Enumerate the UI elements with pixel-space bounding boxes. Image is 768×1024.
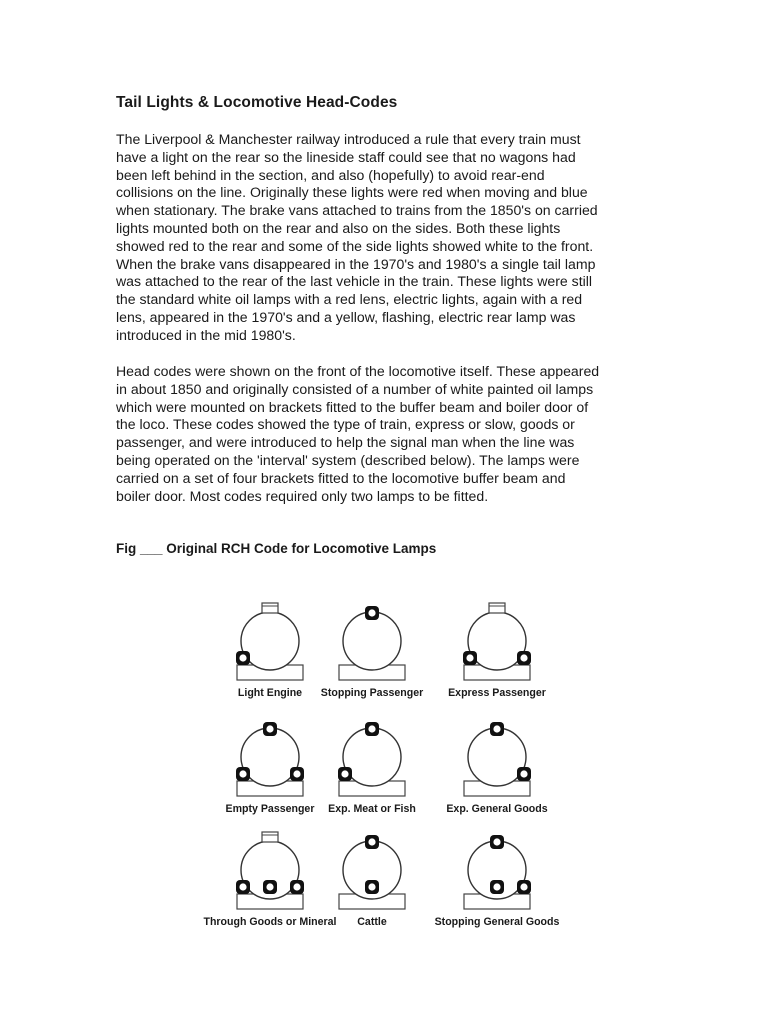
loco-diagram (464, 722, 531, 796)
loco-diagram (464, 835, 531, 909)
text-line: showed red to the rear and some of the side lights showed white to the front. (116, 237, 594, 254)
text-line: which were mounted on brackets fitted to the buffer beam and boiler door of (116, 398, 589, 415)
lamp-icon (490, 880, 504, 894)
lamp-icon (236, 880, 250, 894)
loco-diagram (236, 603, 303, 680)
code-label: Express Passenger (448, 687, 546, 699)
text-line: lights mounted both on the rear and also on the sides. Both these lights (116, 219, 561, 236)
text-line: lens, appeared in the 1970's and a yellow, flashing, electric rear lamp was (116, 308, 576, 325)
text-line: passenger, and were introduced to help the signal man when the line was (116, 434, 575, 451)
lamp-icon (365, 606, 379, 620)
text-line: the standard white oil lamps with a red lens, electric lights, again with a red (116, 291, 583, 308)
text-line: have a light on the rear so the lineside staff could see that no wagons had (116, 148, 576, 165)
text-line: The Liverpool & Manchester railway introduced a rule that every train must (116, 131, 581, 147)
code-label: Light Engine (237, 687, 303, 699)
text-line: Head codes were shown on the front of the locomotive itself. These appeared (116, 363, 600, 379)
figure-caption: Fig ___ Original RCH Code for Locomotive Lamps (116, 541, 437, 556)
chimney (262, 603, 278, 613)
code-label: Exp. General Goods (446, 803, 548, 815)
loco-diagram (338, 722, 405, 796)
code-label: Stopping General Goods (434, 916, 560, 928)
lamp-icon (236, 767, 250, 781)
text-line: been left behind in the section, and also (hopefully) to avoid rear-end (116, 166, 545, 183)
loco-diagram (339, 606, 405, 680)
text-line: being operated on the 'interval' system (described below). The lamps were (116, 451, 580, 468)
code-label: Stopping Passenger (320, 687, 424, 699)
lamp-icon (263, 722, 277, 736)
text-line: was attached to the rear of the last vehicle in the train. These lights were still (116, 273, 593, 290)
lamp-icon (365, 722, 379, 736)
loco-diagram (463, 603, 531, 680)
text-line: when stationary. The brake vans attached to trains from the 1850's on carried (116, 202, 598, 219)
lamp-icon (517, 651, 531, 665)
chimney (262, 832, 278, 842)
lamp-icon (290, 767, 304, 781)
lamp-icon (517, 880, 531, 894)
lamp-icon (236, 651, 250, 665)
text-line: collisions on the line. Originally these lights were red when moving and blue (116, 184, 588, 201)
lamp-icon (365, 880, 379, 894)
loco-diagram (339, 835, 405, 909)
lamp-icon (365, 835, 379, 849)
boiler (343, 612, 401, 670)
page-title: Tail Lights & Locomotive Head-Codes (116, 94, 398, 111)
lamp-icon (338, 767, 352, 781)
lamp-icon (263, 880, 277, 894)
lamp-icon (490, 835, 504, 849)
text-line: When the brake vans disappeared in the 1970's and 1980's a single tail lamp (116, 255, 596, 272)
code-label: Empty Passenger (225, 803, 315, 815)
text-line: carried on a set of four brackets fitted to the locomotive buffer beam and (116, 469, 566, 486)
text-line: introduced in the mid 1980's. (116, 326, 296, 343)
lamp-icon (490, 722, 504, 736)
code-label: Through Goods or Mineral (203, 916, 337, 928)
lamp-icon (290, 880, 304, 894)
code-label: Cattle (357, 916, 387, 928)
loco-diagram (236, 722, 304, 796)
loco-diagram (236, 832, 304, 909)
chimney (489, 603, 505, 613)
lamp-icon (517, 767, 531, 781)
text-line: the loco. These codes showed the type of train, express or slow, goods or (116, 416, 575, 433)
code-label: Exp. Meat or Fish (328, 803, 416, 815)
text-line: in about 1850 and originally consisted of a number of white painted oil lamps (116, 380, 594, 397)
lamp-icon (463, 651, 477, 665)
text-line: boiler door. Most codes required only two lamps to be fitted. (116, 487, 489, 504)
